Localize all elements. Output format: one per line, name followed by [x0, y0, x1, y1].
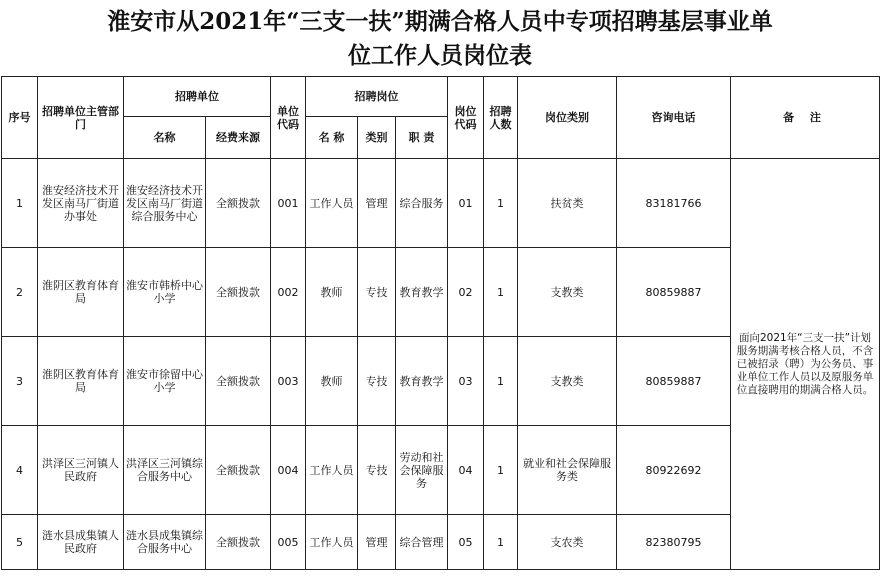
cell-category: 支农类 — [518, 515, 617, 570]
header-recruit-post: 招聘岗位 — [306, 77, 448, 117]
header-post-code: 岗位代码 — [448, 77, 484, 159]
cell-phone: 80859887 — [617, 248, 731, 337]
cell-unit-code: 002 — [271, 248, 306, 337]
cell-category: 支教类 — [518, 248, 617, 337]
cell-type: 管理 — [358, 159, 396, 248]
header-unit-name: 名称 — [124, 117, 206, 159]
cell-type: 专技 — [358, 426, 396, 515]
cell-unit: 洪泽区三河镇综合服务中心 — [124, 426, 206, 515]
cell-supervisor: 洪泽区三河镇人民政府 — [38, 426, 124, 515]
cell-post: 工作人员 — [306, 515, 358, 570]
cell-unit-code: 003 — [271, 337, 306, 426]
header-post-type: 类别 — [358, 117, 396, 159]
cell-unit-code: 001 — [271, 159, 306, 248]
header-unit-supervisor: 招聘单位主管部门 — [38, 77, 124, 159]
cell-funding: 全额拨款 — [206, 248, 271, 337]
header-count: 招聘人数 — [484, 77, 518, 159]
cell-post: 教师 — [306, 337, 358, 426]
cell-type: 专技 — [358, 248, 396, 337]
page-title — [0, 0, 880, 76]
cell-phone: 82380795 — [617, 515, 731, 570]
header-remark: 备 注 — [731, 77, 880, 159]
cell-duty: 综合管理 — [396, 515, 448, 570]
header-recruit-unit: 招聘单位 — [124, 77, 271, 117]
header-unit-code: 单位代码 — [271, 77, 306, 159]
header-seq: 序号 — [2, 77, 38, 159]
cell-phone: 80922692 — [617, 426, 731, 515]
cell-unit: 淮安经济技术开发区南马厂街道综合服务中心 — [124, 159, 206, 248]
position-table — [1, 76, 880, 570]
cell-unit: 淮安市徐留中心小学 — [124, 337, 206, 426]
cell-unit: 涟水县成集镇综合服务中心 — [124, 515, 206, 570]
cell-count: 1 — [484, 248, 518, 337]
cell-supervisor: 淮安经济技术开发区南马厂街道办事处 — [38, 159, 124, 248]
cell-count: 1 — [484, 159, 518, 248]
cell-type: 管理 — [358, 515, 396, 570]
cell-duty: 综合服务 — [396, 159, 448, 248]
cell-category: 支教类 — [518, 337, 617, 426]
header-duty: 职 责 — [396, 117, 448, 159]
cell-remark: 面向2021年“三支一扶”计划服务期满考核合格人员，不含已被招录（聘）为公务员、事业单位工作人员以及原服务单位直接聘用的期满合格人员。 — [731, 159, 880, 570]
cell-unit-code: 005 — [271, 515, 306, 570]
cell-duty: 劳动和社会保障服务 — [396, 426, 448, 515]
header-funding: 经费来源 — [206, 117, 271, 159]
cell-seq: 1 — [2, 159, 38, 248]
cell-supervisor: 涟水县成集镇人民政府 — [38, 515, 124, 570]
cell-supervisor: 淮阴区教育体育局 — [38, 248, 124, 337]
header-phone: 咨询电话 — [617, 77, 731, 159]
cell-duty: 教育教学 — [396, 337, 448, 426]
cell-post: 工作人员 — [306, 426, 358, 515]
cell-funding: 全额拨款 — [206, 426, 271, 515]
cell-seq: 5 — [2, 515, 38, 570]
page-title-line1: 淮安市从2021年“三支一扶”期满合格人员中专项招聘基层事业单 — [107, 8, 773, 35]
cell-seq: 4 — [2, 426, 38, 515]
header-post-name: 名 称 — [306, 117, 358, 159]
cell-post-code: 02 — [448, 248, 484, 337]
cell-unit: 淮安市韩桥中心小学 — [124, 248, 206, 337]
cell-post: 工作人员 — [306, 159, 358, 248]
cell-category: 就业和社会保障服务类 — [518, 426, 617, 515]
cell-funding: 全额拨款 — [206, 515, 271, 570]
table-row — [2, 159, 880, 248]
cell-phone: 80859887 — [617, 337, 731, 426]
cell-category: 扶贫类 — [518, 159, 617, 248]
header-category: 岗位类别 — [518, 77, 617, 159]
cell-post-code: 04 — [448, 426, 484, 515]
cell-duty: 教育教学 — [396, 248, 448, 337]
cell-count: 1 — [484, 426, 518, 515]
cell-post-code: 03 — [448, 337, 484, 426]
cell-count: 1 — [484, 515, 518, 570]
cell-funding: 全额拨款 — [206, 337, 271, 426]
cell-seq: 2 — [2, 248, 38, 337]
cell-phone: 83181766 — [617, 159, 731, 248]
cell-seq: 3 — [2, 337, 38, 426]
page-title-line2: 位工作人员岗位表 — [347, 42, 532, 69]
cell-count: 1 — [484, 337, 518, 426]
cell-post-code: 05 — [448, 515, 484, 570]
cell-type: 专技 — [358, 337, 396, 426]
cell-unit-code: 004 — [271, 426, 306, 515]
cell-post-code: 01 — [448, 159, 484, 248]
cell-supervisor: 淮阴区教育体育局 — [38, 337, 124, 426]
cell-post: 教师 — [306, 248, 358, 337]
cell-funding: 全额拨款 — [206, 159, 271, 248]
